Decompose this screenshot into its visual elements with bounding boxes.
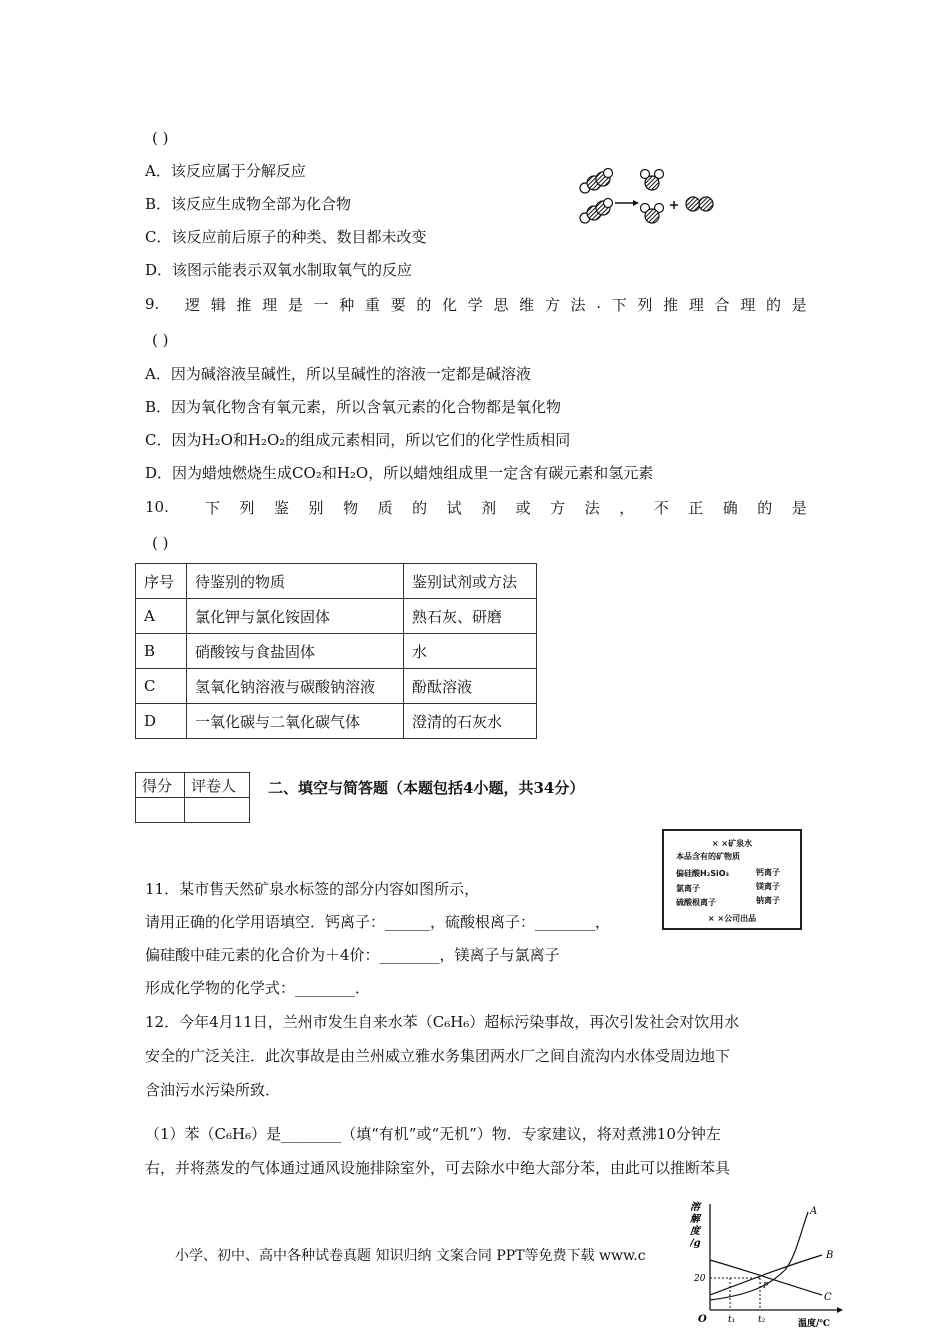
q9-char: 种 [339, 296, 355, 314]
q10-char: 的 [757, 499, 773, 517]
label-item: 镁离子 [756, 882, 780, 891]
table-cell: A [136, 599, 187, 634]
q9-char: 一 [313, 296, 329, 314]
q9-char: 下 [611, 296, 627, 314]
table-cell: 一氧化碳与二氧化碳气体 [187, 704, 404, 739]
q10-char: 列 [239, 499, 255, 517]
q9-option-d: D．因为蜡烛燃烧生成CO₂和H₂O，所以蜡烛组成里一定含有碳元素和氢元素 [145, 464, 654, 482]
q10-char: 的 [412, 499, 428, 517]
section-title: 二、填空与简答题（本题包括4小题，共34分） [268, 779, 585, 797]
q9-char: 推 [663, 296, 679, 314]
q9-char: . [596, 294, 602, 312]
reaction-arrow [615, 200, 639, 206]
grader-cell[interactable] [185, 798, 250, 823]
curve-a-label: A [810, 1206, 818, 1217]
q10-char: 质 [377, 499, 393, 517]
table-row [136, 704, 537, 739]
q10-char: 不 [653, 499, 669, 517]
reaction-molecule-diagram [575, 168, 725, 238]
table-row [136, 599, 537, 634]
label-item: 硫酸根离子 [676, 898, 716, 907]
label-item: 偏硅酸H₂SiO₃ [676, 869, 730, 878]
table-cell: D [136, 704, 187, 739]
q9-char: 方 [544, 296, 560, 314]
q9-char: 的 [765, 296, 781, 314]
q9-option-b: B．因为氧化物含有氧元素，所以含氧元素的化合物都是氧化物 [145, 398, 562, 416]
y-axis-label: 解 [690, 1214, 700, 1225]
q9-char: 理 [262, 296, 278, 314]
x-axis-arrow [837, 1307, 843, 1313]
t1-label: t₁ [728, 1315, 736, 1325]
y-axis-label: /g [690, 1238, 701, 1249]
q10-stem [205, 497, 807, 518]
q9-char: 辑 [210, 296, 226, 314]
x-axis-label: 温度/℃ [798, 1319, 831, 1328]
q9-char: 合 [714, 296, 730, 314]
q10-number: 10. [145, 498, 169, 516]
q9-char: 是 [287, 296, 303, 314]
table-cell: C [136, 669, 187, 704]
q12-line-4: （1）苯（C₆H₆）是________（填“有机”或“无机”）物．专家建议，将对煮沸10分钟左 [145, 1125, 721, 1143]
table-header-row [136, 564, 537, 599]
curve-b-label: B [826, 1250, 834, 1261]
point-p-label: P [763, 1281, 769, 1290]
q10-char: 物 [343, 499, 359, 517]
table-cell: 水 [404, 634, 537, 669]
q9-option-a: A．因为碱溶液呈碱性，所以呈碱性的溶液一定都是碱溶液 [145, 365, 531, 383]
q10-char: 剂 [481, 499, 497, 517]
label-footer: × ×公司出品 [707, 914, 757, 923]
q8-option-c: C．该反应前后原子的种类、数目都未改变 [145, 228, 427, 246]
q9-char: 是 [791, 296, 807, 314]
q11-line-1: 11．某市售天然矿泉水标签的部分内容如图所示， [145, 880, 480, 898]
product-molecule-2 [641, 204, 664, 224]
q8-answer-blank: ( ) [152, 129, 169, 147]
q10-char: 正 [688, 499, 704, 517]
q11-line-3: 偏硅酸中硅元素的化合价为＋4价：________，镁离子与氯离子 [145, 946, 560, 964]
table-cell: 氯化钾与氯化铵固体 [187, 599, 404, 634]
q9-char: 法 [570, 296, 586, 314]
reactant-molecule-1 [580, 169, 613, 194]
q12-line-3: 含油污水污染所致． [145, 1081, 281, 1099]
q12-line-2: 安全的广泛关注．此次事故是由兰州威立雅水务集团两水厂之间自流沟内水体受周边地下 [145, 1047, 731, 1065]
page-footer: 小学、初中、高中各种试卷真题 知识归纳 文案合同 PPT等免费下载 www.c [175, 1248, 646, 1264]
curve-a [710, 1212, 808, 1300]
q10-char: 是 [791, 499, 807, 517]
q10-char: 法 [584, 499, 600, 517]
product-molecule-1 [641, 170, 664, 191]
label-item: 钠离子 [756, 896, 780, 905]
q8-option-d: D．该图示能表示双氧水制取氧气的反应 [145, 261, 413, 279]
table-cell: 氢氧化钠溶液与碳酸钠溶液 [187, 669, 404, 704]
label-title: × ×矿泉水 [711, 839, 753, 848]
q9-char: 重 [364, 296, 380, 314]
q9-char: 维 [519, 296, 535, 314]
score-cell[interactable] [136, 798, 185, 823]
curve-c-label: C [824, 1292, 832, 1303]
solubility-graph [690, 1200, 850, 1328]
origin-label: O [698, 1314, 707, 1325]
score-header: 得分 [136, 773, 185, 798]
y-tick-label: 20 [694, 1274, 706, 1284]
q9-char: 的 [416, 296, 432, 314]
table-cell: 酚酞溶液 [404, 669, 537, 704]
q9-stem [185, 294, 807, 315]
q10-answer-blank: ( ) [152, 534, 169, 552]
q8-option-b: B．该反应生成物全部为化合物 [145, 195, 352, 213]
q9-char: 列 [637, 296, 653, 314]
q10-char: ， [619, 499, 635, 517]
t2-label: t₂ [758, 1315, 766, 1325]
score-table [135, 772, 250, 823]
q10-char: 试 [446, 499, 462, 517]
q11-line-2: 请用正确的化学用语填空．钙离子：______，硫酸根离子：________， [145, 913, 611, 931]
table-cell: B [136, 634, 187, 669]
label-item: 钙离子 [756, 868, 780, 877]
table-header: 序号 [136, 564, 187, 599]
table-header: 鉴别试剂或方法 [404, 564, 537, 599]
table-cell: 硝酸铵与食盐固体 [187, 634, 404, 669]
q10-char: 方 [550, 499, 566, 517]
q9-option-c: C．因为H₂O和H₂O₂的组成元素相同，所以它们的化学性质相同 [145, 431, 571, 449]
label-subtitle: 本品含有的矿物质 [676, 852, 740, 861]
q9-char: 学 [467, 296, 483, 314]
q11-line-4: 形成化学物的化学式：________． [145, 979, 371, 997]
q10-char: 或 [515, 499, 531, 517]
q9-char: 理 [688, 296, 704, 314]
reactant-molecule-2 [580, 199, 613, 224]
q9-char: 思 [493, 296, 509, 314]
table-row [136, 634, 537, 669]
table-header: 待鉴别的物质 [187, 564, 404, 599]
q10-char: 鉴 [274, 499, 290, 517]
y-axis-label: 度 [690, 1226, 700, 1237]
q10-char: 下 [205, 499, 221, 517]
plus-sign [670, 201, 678, 209]
q12-line-5: 右，并将蒸发的气体通过通风设施排除室外，可去除水中绝大部分苯，由此可以推断苯具 [145, 1159, 731, 1177]
q8-option-a: A．该反应属于分解反应 [145, 162, 306, 180]
label-item: 氯离子 [676, 884, 700, 893]
table-cell: 澄清的石灰水 [404, 704, 537, 739]
table-cell: 熟石灰、研磨 [404, 599, 537, 634]
product-molecule-3 [686, 197, 713, 211]
q9-answer-blank: ( ) [152, 331, 169, 349]
q10-table [135, 563, 537, 739]
y-axis-label: 溶 [690, 1202, 700, 1213]
q9-number: 9. [145, 295, 160, 313]
q9-char: 要 [390, 296, 406, 314]
grader-header: 评卷人 [185, 773, 250, 798]
q10-char: 别 [308, 499, 324, 517]
table-row [136, 669, 537, 704]
q9-char: 化 [442, 296, 458, 314]
q9-char: 推 [236, 296, 252, 314]
q9-char: 逻 [185, 296, 201, 314]
q10-char: 确 [722, 499, 738, 517]
mineral-water-label [662, 829, 802, 930]
q9-char: 理 [740, 296, 756, 314]
q12-line-1: 12．今年4月11日，兰州市发生自来水苯（C₆H₆）超标污染事故，再次引发社会对饮用水 [145, 1013, 740, 1031]
